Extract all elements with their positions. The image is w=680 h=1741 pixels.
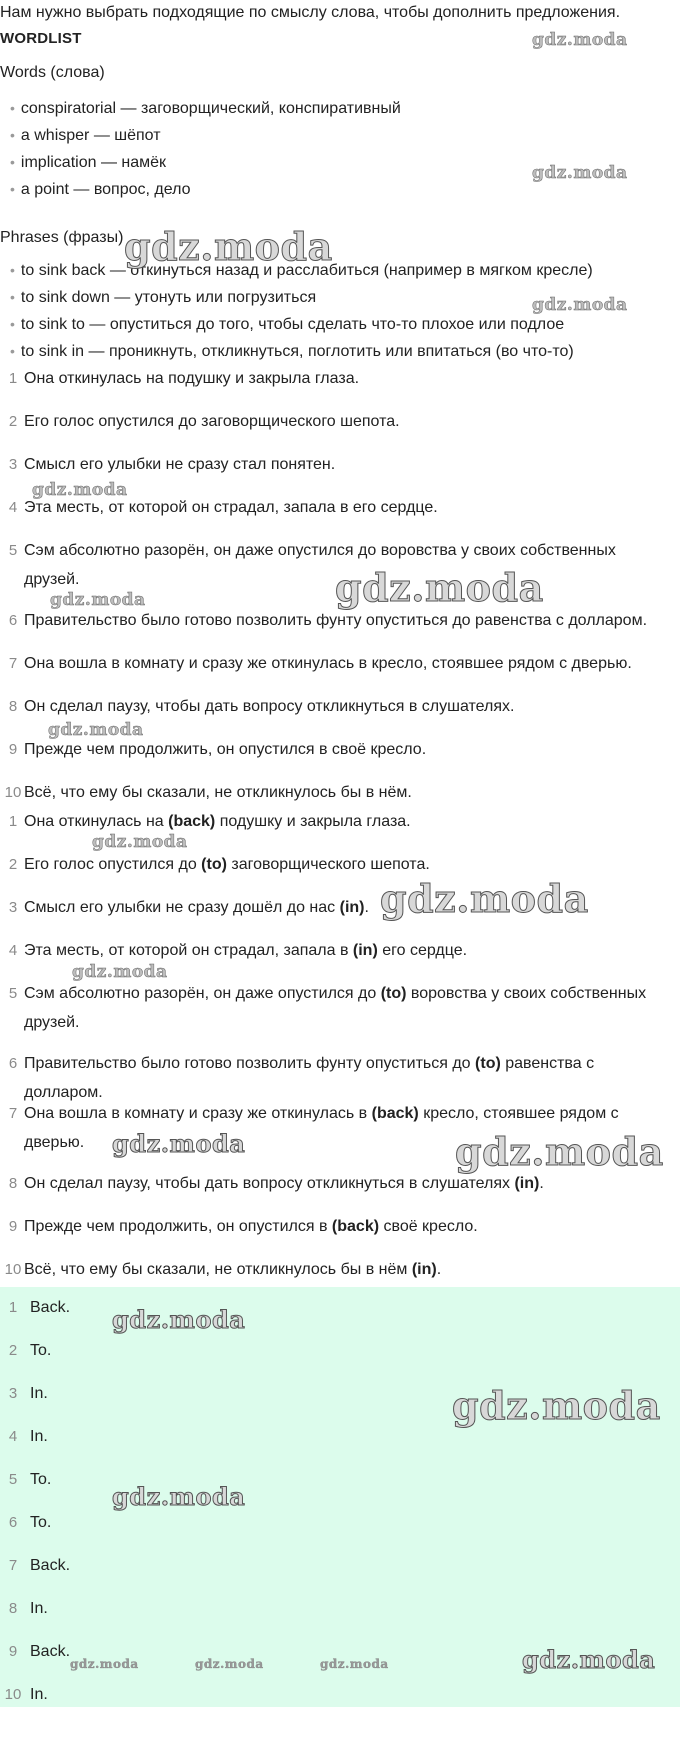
item-number: 6: [8, 612, 18, 629]
bullet-dot-icon: •: [10, 343, 15, 359]
item-number: 9: [8, 1643, 18, 1660]
bullet-dot-icon: •: [10, 289, 15, 305]
key-word: (back): [168, 813, 216, 830]
text-before: Прежде чем продолжить, он опустился в: [24, 1218, 332, 1235]
words-heading: Words (слова): [0, 64, 105, 81]
item-number: 1: [8, 1299, 18, 1316]
answer-text: To.: [30, 1471, 52, 1488]
item-number: 6: [8, 1514, 18, 1531]
phrase-item: [10, 262, 593, 280]
item-text: [24, 850, 672, 879]
watermark-text: gdz.moda: [112, 1129, 246, 1158]
bullet-dot-icon: •: [10, 316, 15, 332]
key-word: (back): [331, 1218, 380, 1235]
item-number: 3: [8, 1385, 18, 1402]
item-number: 2: [8, 413, 18, 430]
item-number: 8: [8, 1600, 18, 1617]
text-before: Его голос опустился до: [24, 856, 202, 873]
item-number: 10: [4, 1686, 22, 1703]
text-after: своё кресло.: [379, 1218, 478, 1235]
text-after: заговорщического шепота.: [226, 856, 430, 873]
bullet-dot-icon: •: [10, 181, 15, 197]
item-text: [24, 1212, 672, 1241]
item-number: 6: [8, 1055, 18, 1072]
text-before: Он сделал паузу, чтобы дать вопросу откликнуться в слушателях: [24, 1175, 515, 1192]
phrase-item: [10, 289, 316, 307]
watermark-text: gdz.moda: [112, 1305, 246, 1334]
watermark-text: gdz.moda: [92, 832, 188, 852]
watermark-text: gdz.moda: [50, 590, 146, 610]
watermark-text: gdz.moda: [70, 1657, 139, 1671]
watermark-text: gdz.moda: [335, 565, 544, 610]
text-before: Всё, что ему бы сказали, не откликнулось бы в нём: [24, 1261, 412, 1278]
bullet-dot-icon: •: [10, 100, 15, 116]
text-after: воровства у своих собственных друзей.: [24, 985, 647, 1031]
word-item-text: conspiratorial — заговорщический, конспиративный: [20, 100, 401, 117]
item-text: Всё, что ему бы сказали, не откликнулось бы в нём.: [24, 784, 412, 801]
item-number: 1: [8, 370, 18, 387]
watermark-text: gdz.moda: [195, 1657, 264, 1671]
bullet-dot-icon: •: [10, 262, 15, 278]
item-number: 2: [8, 1342, 18, 1359]
text-before: Она вошла в комнату и сразу же откинулась в: [24, 1105, 372, 1122]
text-after: подушку и закрыла глаза.: [215, 813, 411, 830]
watermark-text: gdz.moda: [32, 480, 128, 500]
key-word: (in): [339, 899, 365, 916]
item-number: 5: [8, 542, 18, 559]
item-number: 4: [8, 942, 18, 959]
item-text: [24, 1099, 672, 1157]
word-item-text: a point — вопрос, дело: [20, 181, 191, 198]
watermark-text: gdz.moda: [532, 163, 628, 183]
key-word: (to): [475, 1055, 501, 1072]
bullet-dot-icon: •: [10, 127, 15, 143]
text-after: .: [539, 1175, 544, 1192]
phrase-item-text: to sink down — утонуть или погрузиться: [20, 289, 317, 306]
item-text: [24, 893, 672, 922]
text-after: кресло, стоявшее рядом с дверью.: [24, 1105, 619, 1151]
watermark-text: gdz.moda: [532, 295, 628, 315]
item-number: 3: [8, 899, 18, 916]
item-text: Она вошла в комнату и сразу же откинулась в кресло, стоявшее рядом с дверью.: [24, 655, 632, 672]
item-text: Его голос опустился до заговорщического шепота.: [24, 413, 400, 430]
item-number: 3: [8, 456, 18, 473]
intro-text: Нам нужно выбрать подходящие по смыслу слова, чтобы дополнить предложения.: [0, 4, 621, 21]
item-text: [24, 807, 672, 836]
answer-text: Back.: [30, 1299, 71, 1316]
item-number: 9: [8, 1218, 18, 1235]
phrase-item-text: to sink in — проникнуть, откликнуться, поглотить или впитаться (во что-то): [20, 343, 574, 360]
item-text: Прежде чем продолжить, он опустился в своё кресло.: [24, 741, 427, 758]
answer-text: To.: [30, 1342, 52, 1359]
phrase-item-text: to sink back — откинуться назад и расслабиться (например в мягком кресле): [20, 262, 593, 279]
watermark-text: gdz.moda: [124, 224, 333, 269]
key-word: (in): [411, 1261, 437, 1278]
item-number: 1: [8, 813, 18, 830]
key-word: (in): [514, 1175, 540, 1192]
item-text: Эта месть, от которой он страдал, запала в его сердце.: [24, 499, 438, 516]
item-number: 5: [8, 985, 18, 1002]
key-word: (to): [201, 856, 227, 873]
text-before: Эта месть, от которой он страдал, запала в: [24, 942, 353, 959]
watermark-text: gdz.moda: [455, 1129, 664, 1174]
wordlist-heading: WORDLIST: [0, 30, 82, 47]
word-item: [10, 100, 401, 118]
text-after: его сердце.: [377, 942, 468, 959]
item-text: [24, 1255, 672, 1284]
word-item-text: a whisper — шёпот: [20, 127, 161, 144]
phrases-heading: Phrases (фразы): [0, 229, 124, 246]
phrase-item-text: to sink to — опуститься до того, чтобы сделать что-то плохое или подлое: [20, 316, 565, 333]
item-number: 5: [8, 1471, 18, 1488]
answer-text: In.: [30, 1385, 48, 1402]
word-item-text: implication — намёк: [20, 154, 167, 171]
item-text: [24, 1169, 672, 1198]
word-item: [10, 127, 161, 145]
answer-text: Back.: [30, 1643, 71, 1660]
text-before: Она откинулась на: [24, 813, 169, 830]
watermark-text: gdz.moda: [522, 1645, 656, 1674]
item-number: 4: [8, 1428, 18, 1445]
word-item: [10, 154, 166, 172]
item-number: 9: [8, 741, 18, 758]
watermark-text: gdz.moda: [532, 30, 628, 50]
phrase-item: [10, 343, 574, 361]
item-text: Смысл его улыбки не сразу стал понятен.: [24, 456, 336, 473]
watermark-text: gdz.moda: [112, 1482, 246, 1511]
watermark-text: gdz.moda: [72, 962, 168, 982]
answer-text: In.: [30, 1428, 48, 1445]
watermark-text: gdz.moda: [320, 1657, 389, 1671]
answer-text: In.: [30, 1686, 48, 1703]
item-number: 2: [8, 856, 18, 873]
word-item: [10, 181, 191, 199]
item-number: 10: [4, 784, 22, 801]
text-after: .: [436, 1261, 442, 1278]
item-text: Он сделал паузу, чтобы дать вопросу откликнуться в слушателях.: [24, 698, 515, 715]
key-word: (in): [352, 942, 378, 959]
key-word: (to): [380, 985, 407, 1002]
watermark-text: gdz.moda: [48, 720, 144, 740]
text-before: Сэм абсолютно разорён, он даже опустился до: [24, 985, 381, 1002]
item-text: Правительство было готово позволить фунту опуститься до равенства с долларом.: [24, 612, 648, 629]
item-text: Она откинулась на подушку и закрыла глаза.: [24, 370, 360, 387]
item-text: [24, 936, 672, 965]
answer-text: Back.: [30, 1557, 71, 1574]
item-number: 7: [8, 1105, 18, 1122]
item-number: 10: [4, 1261, 22, 1278]
item-number: 7: [8, 1557, 18, 1574]
answers-panel: [0, 1287, 680, 1707]
bullet-dot-icon: •: [10, 154, 15, 170]
key-word: (back): [371, 1105, 419, 1122]
text-after: .: [364, 899, 369, 916]
item-number: 8: [8, 698, 18, 715]
item-text: [24, 979, 672, 1037]
item-number: 8: [8, 1175, 18, 1192]
text-before: Правительство было готово позволить фунту опуститься до: [24, 1055, 476, 1072]
watermark-text: gdz.moda: [452, 1383, 661, 1428]
item-number: 7: [8, 655, 18, 672]
item-text: Сэм абсолютно разорён, он даже опустился до воровства у своих собственных друзей.: [24, 542, 616, 588]
text-after: равенства с долларом.: [24, 1055, 595, 1101]
phrase-item: [10, 316, 564, 334]
item-number: 4: [8, 499, 18, 516]
answer-text: In.: [30, 1600, 48, 1617]
watermark-text: gdz.moda: [380, 876, 589, 921]
text-before: Смысл его улыбки не сразу дошёл до нас: [24, 899, 340, 916]
answer-text: To.: [30, 1514, 52, 1531]
